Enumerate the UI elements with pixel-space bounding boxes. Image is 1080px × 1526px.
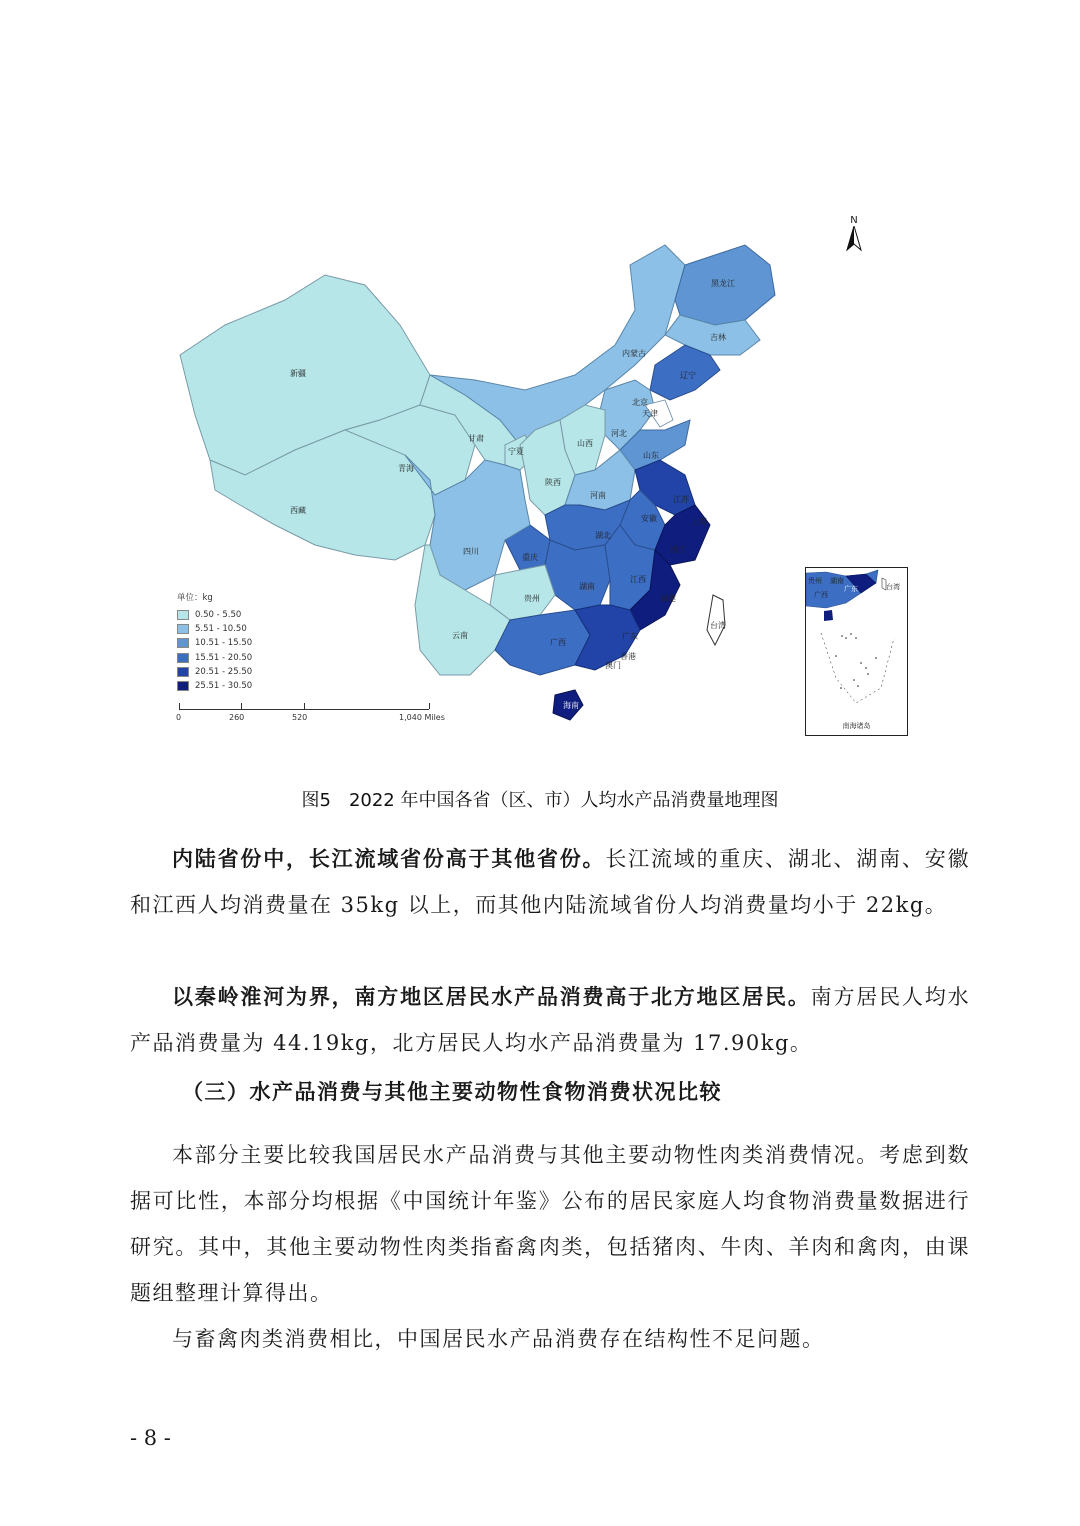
legend-label: 0.50 - 5.50	[195, 610, 242, 621]
label-shanghai: 上海	[691, 517, 707, 526]
region-zhejiang	[655, 505, 710, 565]
scale-label: 1,040 Miles	[399, 713, 445, 722]
label-henan: 河南	[590, 491, 606, 500]
label-shanxi: 山西	[577, 439, 593, 448]
paragraph-1-lead: 内陆省份中，长江流域省份高于其他省份。	[172, 846, 606, 871]
legend-row	[177, 608, 252, 622]
label-hongkong: 香港	[620, 652, 636, 661]
legend-swatch-6	[177, 681, 189, 691]
legend-swatch-1	[177, 610, 189, 620]
inset-label-guizhou: 贵州	[808, 577, 822, 585]
legend-label: 20.51 - 25.50	[195, 666, 253, 677]
label-beijing: 北京	[632, 398, 648, 407]
label-yunnan: 云南	[452, 631, 468, 640]
paragraph-3-text: 本部分主要比较我国居民水产品消费与其他主要动物性肉类消费情况。考虑到数据可比性，本部分均根据《中国统计年鉴》公布的居民家庭人均食物消费量数据进行研究。其中，其他主要动物性肉类指畜禽肉类，包括猪肉、牛肉、羊肉和禽肉，由课题组整理计算得出。	[130, 1143, 970, 1305]
scale-label: 0	[176, 713, 182, 722]
scale-bar	[176, 703, 445, 733]
inset-label-guangdong: 广东	[844, 585, 858, 593]
legend-title: 单位：kg	[177, 593, 213, 603]
legend-swatch-2	[177, 624, 189, 634]
label-qinghai: 青海	[398, 464, 414, 473]
label-ningxia: 宁夏	[508, 447, 524, 456]
legend-swatch-3	[177, 638, 189, 648]
paragraph-2-text	[130, 974, 970, 1066]
inset-label-guangxi: 广西	[814, 591, 828, 599]
legend-swatch-5	[177, 667, 189, 677]
label-jiangxi: 江西	[630, 575, 646, 584]
label-jiangsu: 江苏	[673, 495, 689, 504]
label-xinjiang: 新疆	[290, 369, 306, 378]
label-hunan: 湖南	[579, 582, 595, 591]
scale-label: 260	[229, 713, 245, 722]
label-zhejiang: 浙江	[670, 545, 686, 554]
label-tianjin: 天津	[642, 409, 658, 418]
label-anhui: 安徽	[641, 514, 657, 523]
label-tibet: 西藏	[290, 506, 306, 515]
label-gansu: 甘肃	[468, 434, 484, 443]
legend-swatch-4	[177, 653, 189, 663]
label-guizhou: 贵州	[524, 594, 540, 603]
label-sichuan: 四川	[463, 547, 479, 556]
north-label: N	[850, 215, 858, 226]
scale-label: 520	[292, 713, 308, 722]
label-liaoning: 辽宁	[680, 371, 696, 380]
paragraph-4-text: 与畜禽肉类消费相比，中国居民水产品消费存在结构性不足问题。	[172, 1327, 825, 1351]
north-arrow-icon	[846, 226, 862, 252]
paragraph-3	[130, 1132, 970, 1316]
label-fujian: 福建	[660, 594, 676, 603]
paragraph-2-lead: 以秦岭淮河为界，南方地区居民水产品消费高于北方地区居民。	[172, 984, 811, 1009]
label-hainan: 海南	[563, 701, 579, 710]
paragraph-1	[130, 836, 970, 928]
label-jilin: 吉林	[710, 333, 726, 342]
label-guangxi: 广西	[550, 638, 566, 647]
page-number: - 8 -	[130, 1426, 171, 1450]
scale-tick	[304, 703, 305, 709]
label-guangdong: 广东	[622, 632, 638, 641]
scale-tick	[179, 703, 180, 709]
legend-row	[177, 665, 252, 679]
inset-title: 南海诸岛	[842, 722, 871, 730]
legend-row	[177, 651, 252, 665]
label-neimenggu: 内蒙古	[622, 349, 646, 358]
label-hubei: 湖北	[595, 531, 611, 540]
legend-label: 15.51 - 20.50	[195, 652, 253, 663]
inset-label-hunan: 湖南	[830, 577, 844, 585]
legend-label: 25.51 - 30.50	[195, 681, 253, 692]
label-taiwan: 台湾	[710, 621, 726, 630]
figure-caption: 图5 2022 年中国各省（区、市）人均水产品消费量地理图	[301, 790, 779, 811]
scale-tick	[429, 703, 430, 709]
paragraph-4	[130, 1316, 970, 1362]
label-shandong: 山东	[643, 451, 659, 460]
scale-tick	[241, 703, 242, 709]
section-heading: （三）水产品消费与其他主要动物性食物消费状况比较	[182, 1080, 722, 1104]
north-arrow	[846, 215, 862, 255]
map-legend	[177, 591, 252, 693]
legend-label: 5.51 - 10.50	[195, 624, 247, 635]
label-chongqing: 重庆	[522, 553, 538, 562]
label-macau: 澳门	[605, 661, 621, 670]
map-figure	[165, 205, 925, 750]
region-hunan	[545, 540, 610, 610]
label-hebei: 河北	[611, 429, 627, 438]
paragraph-1-text	[130, 836, 970, 928]
legend-row	[177, 679, 252, 693]
legend-row	[177, 636, 252, 650]
inset-label-taiwan: 台湾	[886, 583, 900, 591]
paragraph-2-body: 南方居民人均水产品消费量为 44.19kg，北方居民人均水产品消费量为 17.90kg。	[130, 985, 971, 1055]
label-shaanxi: 陕西	[545, 478, 561, 487]
legend-label: 10.51 - 15.50	[195, 638, 253, 649]
paragraph-1-body: 长江流域的重庆、湖北、湖南、安徽和江西人均消费量在 35kg 以上，而其他内陆流域省份人均消费量均小于 22kg。	[130, 847, 971, 917]
legend-row	[177, 622, 252, 636]
label-heilongjiang: 黑龙江	[711, 279, 735, 288]
south-china-sea-inset	[805, 567, 908, 736]
paragraph-2	[130, 974, 970, 1066]
